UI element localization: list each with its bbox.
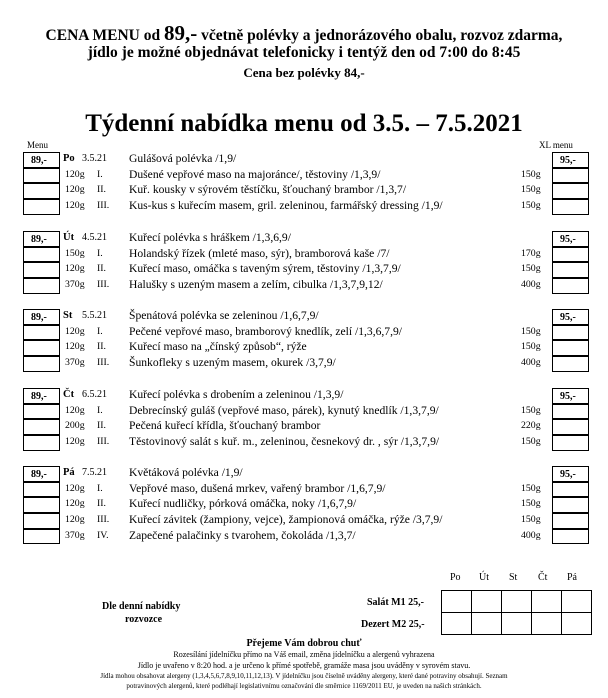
portion-weight: 150g — [65, 247, 85, 259]
dish-name: Zapečené palačinky s tvarohem, čokoláda /1,3,7/ — [129, 528, 356, 542]
dish-number: III. — [97, 200, 110, 212]
xl-order-box[interactable] — [552, 199, 589, 215]
xl-portion-weight: 220g — [521, 420, 541, 432]
xl-portion-weight: 150g — [521, 514, 541, 526]
menu-order-box[interactable] — [23, 529, 60, 545]
xl-price-box[interactable]: 95,- — [552, 466, 589, 482]
menu-column-label: Menu — [27, 140, 48, 150]
dish-number: II. — [97, 341, 106, 353]
soup-name: Kuřecí polévka s drobením a zeleninou /1,3,9/ — [129, 388, 344, 401]
dezert-order-cell[interactable] — [532, 613, 562, 635]
xl-portion-weight: 150g — [521, 200, 541, 212]
header-line-price: CENA MENU od 89,- včetně polévky a jednorázového obalu, rozvoz zdarma, — [45, 21, 563, 45]
xl-portion-weight: 150g — [521, 263, 541, 275]
salat-order-cell[interactable] — [502, 591, 532, 613]
salat-label: Salát M1 25,- — [367, 597, 424, 608]
portion-weight: 120g — [65, 482, 85, 494]
order-header-ct: Čt — [538, 572, 548, 583]
dezert-label: Dezert M2 25,- — [361, 619, 425, 630]
xl-portion-weight: 150g — [521, 341, 541, 353]
dish-name: Kuřecí maso, omáčka s taveným sýrem, těstoviny /1,3,7,9/ — [129, 262, 401, 276]
dish-number: I. — [97, 247, 103, 259]
menu-order-box[interactable] — [23, 497, 60, 513]
dish-number: I. — [97, 404, 103, 416]
portion-weight: 120g — [65, 263, 85, 275]
dish-name: Šunkofleky s uzeným masem, okurek /3,7,9/ — [129, 356, 336, 370]
menu-price-box[interactable]: 89,- — [23, 388, 60, 404]
menu-order-box[interactable] — [23, 482, 60, 498]
portion-weight: 120g — [65, 184, 85, 196]
portion-weight: 120g — [65, 514, 85, 526]
xl-order-box[interactable] — [552, 435, 589, 451]
dezert-order-cell[interactable] — [442, 613, 472, 635]
day-date: 7.5.21 — [82, 467, 107, 478]
menu-price-box[interactable]: 89,- — [23, 231, 60, 247]
day-date: 5.5.21 — [82, 310, 107, 321]
day-name: Pá — [63, 467, 75, 478]
xl-price-box[interactable]: 95,- — [552, 309, 589, 325]
xl-portion-weight: 150g — [521, 325, 541, 337]
day-date: 6.5.21 — [82, 389, 107, 400]
dish-name: Pečená kuřecí křídla, šťouchaný brambor — [129, 419, 321, 433]
menu-order-box[interactable] — [23, 435, 60, 451]
soup-name: Kuřecí polévka s hráškem /1,3,6,9/ — [129, 231, 291, 244]
xl-price-box[interactable]: 95,- — [552, 231, 589, 247]
dish-number: III. — [97, 357, 110, 369]
xl-portion-weight: 400g — [521, 279, 541, 291]
xl-portion-weight: 150g — [521, 184, 541, 196]
footer-wish: Přejeme Vám dobrou chuť — [246, 638, 362, 649]
xl-portion-weight: 170g — [521, 247, 541, 259]
dezert-order-cell[interactable] — [502, 613, 532, 635]
portion-weight: 370g — [65, 529, 85, 541]
delivery-label-1: Dle denní nabídky — [102, 601, 181, 612]
dezert-order-cell[interactable] — [562, 613, 592, 635]
extras-order-grid — [441, 590, 592, 635]
xl-order-box[interactable] — [552, 356, 589, 372]
soup-name: Špenátová polévka se zeleninou /1,6,7,9/ — [129, 309, 319, 322]
xl-portion-weight: 400g — [521, 357, 541, 369]
order-header-ut: Út — [479, 572, 489, 583]
xl-order-box[interactable] — [552, 482, 589, 498]
soup-name: Květáková polévka /1,9/ — [129, 466, 243, 479]
menu-order-box[interactable] — [23, 356, 60, 372]
day-name: Út — [63, 232, 75, 243]
day-date: 4.5.21 — [82, 232, 107, 243]
xl-order-box[interactable] — [552, 262, 589, 278]
day-name: St — [63, 310, 73, 321]
soup-name: Gulášová polévka /1,9/ — [129, 152, 237, 165]
dish-number: II. — [97, 420, 106, 432]
portion-weight: 120g — [65, 341, 85, 353]
dish-name: Kuřecí závitek (žampiony, vejce), žampionová omáčka, rýže /3,7,9/ — [129, 513, 443, 527]
menu-order-box[interactable] — [23, 247, 60, 263]
dish-name: Vepřové maso, dušená mrkev, vařený brambor /1,6,7,9/ — [129, 481, 386, 495]
menu-order-box[interactable] — [23, 183, 60, 199]
order-header-po: Po — [450, 572, 461, 583]
footer-line-4: potravinových alergenů, které podléhají legislativnímu označování dle směrnice 1169/2011 EU, je uveden na našich stránkách. — [126, 682, 482, 690]
menu-order-box[interactable] — [23, 278, 60, 294]
portion-weight: 200g — [65, 420, 85, 432]
xl-order-box[interactable] — [552, 419, 589, 435]
dish-number: III. — [97, 514, 110, 526]
dezert-order-cell[interactable] — [472, 613, 502, 635]
dish-number: II. — [97, 498, 106, 510]
xl-portion-weight: 400g — [521, 529, 541, 541]
dish-name: Kuř. kousky v sýrovém těstíčku, šťouchaný brambor /1,3,7/ — [129, 183, 407, 197]
menu-order-box[interactable] — [23, 404, 60, 420]
header-menu-price: 89,- — [163, 21, 198, 45]
xl-order-box[interactable] — [552, 325, 589, 341]
page-title: Týdenní nabídka menu od 3.5. – 7.5.2021 — [85, 110, 523, 137]
menu-order-box[interactable] — [23, 419, 60, 435]
xl-order-box[interactable] — [552, 497, 589, 513]
header-price-without-soup: Cena bez polévky 84,- — [243, 65, 365, 80]
menu-order-box[interactable] — [23, 168, 60, 184]
dish-name: Halušky s uzeným masem a zelím, cibulka /1,3,7,9,12/ — [129, 278, 383, 292]
dish-number: II. — [97, 263, 106, 275]
dish-name: Kuřecí maso na „čínský způsob“, rýže — [129, 340, 307, 354]
menu-order-box[interactable] — [23, 325, 60, 341]
xl-order-box[interactable] — [552, 513, 589, 529]
xl-portion-weight: 150g — [521, 482, 541, 494]
dish-number: I. — [97, 325, 103, 337]
portion-weight: 370g — [65, 279, 85, 291]
portion-weight: 120g — [65, 168, 85, 180]
menu-order-box[interactable] — [23, 513, 60, 529]
day-name: Čt — [63, 389, 75, 400]
menu-price-box[interactable]: 89,- — [23, 309, 60, 325]
portion-weight: 120g — [65, 200, 85, 212]
dish-name: Debrecínský guláš (vepřové maso, párek), kynutý knedlík /1,3,7,9/ — [129, 403, 439, 417]
portion-weight: 370g — [65, 357, 85, 369]
salat-order-cell[interactable] — [562, 591, 592, 613]
menu-order-box[interactable] — [23, 262, 60, 278]
menu-order-box[interactable] — [23, 199, 60, 215]
dish-name: Kus-kus s kuřecím masem, gril. zeleninou, farmářský dressing /1,9/ — [129, 199, 443, 213]
order-header-st: St — [509, 572, 518, 583]
xl-portion-weight: 150g — [521, 168, 541, 180]
order-header-pa: Pá — [567, 572, 577, 583]
dish-number: I. — [97, 168, 103, 180]
dish-name: Kuřecí nudličky, pórková omáčka, noky /1,6,7,9/ — [129, 497, 357, 511]
dish-name: Dušené vepřové maso na majoránce/, těstoviny /1,3,9/ — [129, 167, 381, 181]
xl-price-box[interactable]: 95,- — [552, 152, 589, 168]
dish-number: IV. — [97, 529, 109, 541]
day-date: 3.5.21 — [82, 153, 107, 164]
dezert-order-row — [442, 613, 592, 635]
salat-order-cell[interactable] — [442, 591, 472, 613]
portion-weight: 120g — [65, 498, 85, 510]
dish-name: Těstovinový salát s kuř. m., zeleninou, česnekový dr. , sýr /1,3,7,9/ — [129, 435, 440, 449]
xl-order-box[interactable] — [552, 183, 589, 199]
xl-order-box[interactable] — [552, 404, 589, 420]
salat-order-row — [442, 591, 592, 613]
day-name: Po — [63, 153, 75, 164]
dish-number: I. — [97, 482, 103, 494]
xl-portion-weight: 150g — [521, 404, 541, 416]
delivery-label-2: rozvozce — [125, 614, 163, 625]
xl-order-box[interactable] — [552, 340, 589, 356]
portion-weight: 120g — [65, 436, 85, 448]
menu-price-box[interactable]: 89,- — [23, 152, 60, 168]
dish-name: Pečené vepřové maso, bramborový knedlík, zelí /1,3,6,7,9/ — [129, 324, 403, 338]
dish-number: II. — [97, 184, 106, 196]
salat-order-cell[interactable] — [472, 591, 502, 613]
menu-order-box[interactable] — [23, 340, 60, 356]
xl-price-box[interactable]: 95,- — [552, 388, 589, 404]
portion-weight: 120g — [65, 404, 85, 416]
xl-order-box[interactable] — [552, 529, 589, 545]
header-order-info: jídlo je možné objednávat telefonicky i tentýž den od 7:00 do 8:45 — [87, 44, 521, 61]
menu-price-box[interactable]: 89,- — [23, 466, 60, 482]
footer-line-2: Jídlo je uvařeno v 8:20 hod. a je určeno k přímé spotřebě, gramáže masa jsou uváděny v syrovém stavu. — [137, 661, 471, 670]
dish-number: III. — [97, 436, 110, 448]
xl-portion-weight: 150g — [521, 498, 541, 510]
footer-line-3: Jídla mohou obsahovat alergeny (1,3,4,5,6,7,8,9,10,11,12,13). V jídelníčku jsou číselně uváděny alergeny, které dané potraviny obsahují. Seznam — [100, 672, 508, 680]
portion-weight: 120g — [65, 325, 85, 337]
xl-portion-weight: 150g — [521, 436, 541, 448]
xl-order-box[interactable] — [552, 278, 589, 294]
footer-line-1: Rozesílání jídelníčku přímo na Váš email, změna jídelníčku a alergenů vyhrazena — [173, 650, 435, 659]
dish-number: III. — [97, 279, 110, 291]
salat-order-cell[interactable] — [532, 591, 562, 613]
xl-order-box[interactable] — [552, 247, 589, 263]
xl-order-box[interactable] — [552, 168, 589, 184]
xl-menu-column-label: XL menu — [539, 140, 573, 150]
dish-name: Holandský řízek (mleté maso, sýr), bramborová kaše /7/ — [129, 246, 390, 260]
